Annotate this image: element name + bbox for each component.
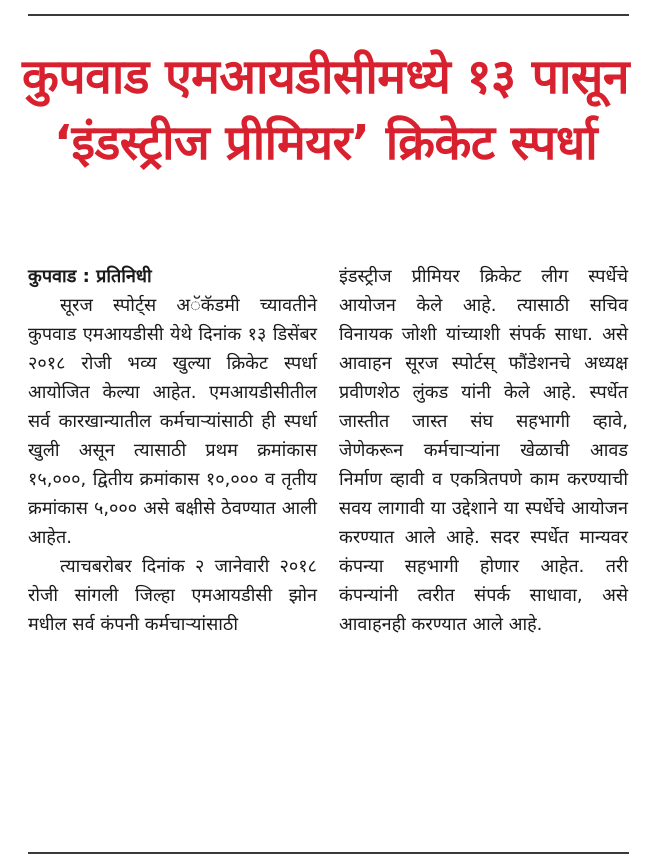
top-rule	[28, 14, 629, 16]
column-left	[28, 262, 317, 639]
headline	[18, 44, 633, 176]
dateline: कुपवाड : प्रतिनिधी	[28, 266, 152, 287]
paragraph: सूरज स्पोर्ट्‌स अॅकॅडमी च्यावतीने कुपवाड एमआयडीसी येथे दिनांक १३ डिसेंबर २०१८ रोजी भव्य खुल्या क्रिकेट स्पर्धा आयोजित केल्या आहेत. एमआयडीसीतील सर्व कारखान्यातील कर्मचाऱ्यांसाठी ही स्पर्धा खुली असून त्यासाठी प्रथम क्रमांकास १५,०००, द्वितीय क्रमांकास १०,००० व तृतीय क्रमांकास ५,००० असे बक्षीसे ठेवण्यात आली आहेत.	[28, 295, 317, 548]
headline-line-2: ‘इंडस्ट्रीज प्रीमियर’ क्रिकेट स्पर्धा	[53, 115, 598, 171]
paragraph: त्याचबरोबर दिनांक २ जानेवारी २०१८ रोजी सांगली जिल्हा एमआयडीसी झोन मधील सर्व कंपनी कर्मचाऱ्यांसाठी	[28, 556, 317, 635]
bottom-rule	[28, 852, 629, 854]
paragraph: इंडस्ट्रीज प्रीमियर क्रिकेट लीग स्पर्धेचे आयोजन केले आहे. त्यासाठी सचिव विनायक जोशी यांच्याशी संपर्क साधा. असे आवाहन सूरज स्पोर्टस्‌ फौंडेशनचे अध्यक्ष प्रवीणशेठ लुंकड यांनी केले आहे. स्पर्धेत जास्तीत जास्त संघ सहभागी व्हावे, जेणेकरून कर्मचाऱ्यांना खेळाची आवड निर्माण व्हावी व एकत्रितपणे काम करण्याची सवय लागावी या उद्देशाने या स्पर्धेचे आयोजन करण्यात आले आहे. सदर स्पर्धेत मान्यवर कंपन्या सहभागी होणार आहेत. तरी कंपन्यांनी त्वरीत संपर्क साधावा, असे आवाहनही करण्यात आले आहे.	[339, 266, 628, 635]
article-body	[28, 262, 628, 639]
column-right	[339, 262, 628, 639]
headline-line-1: कुपवाड एमआयडीसीमध्ये १३ पासून	[22, 49, 629, 105]
